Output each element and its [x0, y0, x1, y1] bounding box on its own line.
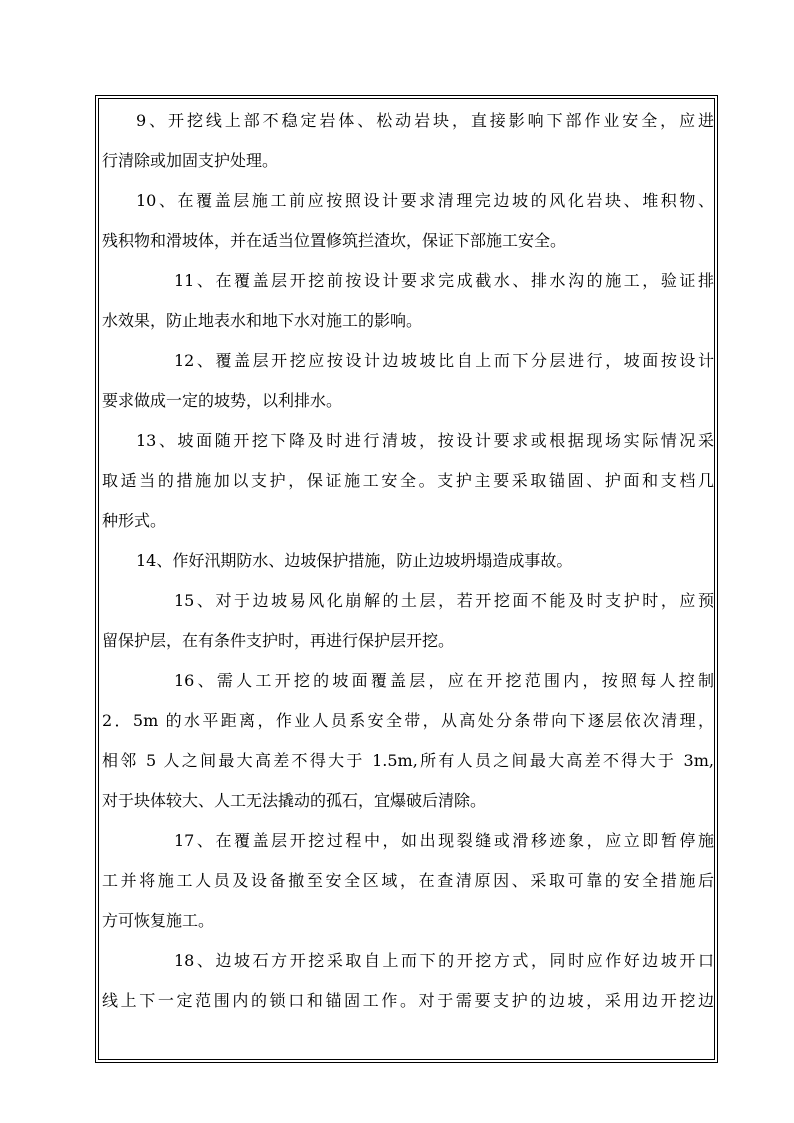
- document-body: [102, 101, 714, 1021]
- paragraph-14: [102, 541, 714, 581]
- text-line: 行清除或加固支护处理。: [102, 151, 279, 170]
- paragraph-9: [102, 101, 714, 181]
- text-line: 对于块体较大、人工无法撬动的孤石，宜爆破后清除。: [102, 791, 487, 810]
- text-line: 相邻 5 人之间最大高差不得大于 1.5m,所有人员之间最大高差不得大于 3m,: [102, 751, 714, 770]
- paragraph-12: [102, 341, 714, 421]
- paragraph-13: [102, 421, 714, 541]
- text-line: 残积物和滑坡体，并在适当位置修筑拦渣坎，保证下部施工安全。: [102, 231, 567, 250]
- paragraph-15: [102, 581, 714, 661]
- text-line: 10、在覆盖层施工前应按照设计要求清理完边坡的风化岩块、堆积物、: [136, 191, 714, 210]
- text-line: 17、在覆盖层开挖过程中，如出现裂缝或滑移迹象，应立即暂停施: [174, 831, 714, 850]
- text-line: 9、开挖线上部不稳定岩体、松动岩块，直接影响下部作业安全，应进: [136, 111, 714, 130]
- text-line: 方可恢复施工。: [102, 911, 215, 930]
- text-line: 18、边坡石方开挖采取自上而下的开挖方式，同时应作好边坡开口: [174, 951, 714, 970]
- text-line: 2．5m 的水平距离，作业人员系安全带，从高处分条带向下逐层依次清理，: [102, 711, 714, 730]
- text-line: 12、覆盖层开挖应按设计边坡坡比自上而下分层进行，坡面按设计: [174, 351, 714, 370]
- text-line: 留保护层，在有条件支护时，再进行保护层开挖。: [102, 631, 455, 650]
- paragraph-16: [102, 661, 714, 821]
- text-line: 要求做成一定的坡势，以利排水。: [102, 391, 343, 410]
- text-line: 15、对于边坡易风化崩解的土层，若开挖面不能及时支护时，应预: [174, 591, 714, 610]
- text-line: 13、坡面随开挖下降及时进行清坡，按设计要求或根据现场实际情况采: [136, 431, 714, 450]
- text-line: 16、需人工开挖的坡面覆盖层，应在开挖范围内，按照每人控制: [174, 671, 714, 690]
- text-line: 11、在覆盖层开挖前按设计要求完成截水、排水沟的施工，验证排: [174, 271, 714, 290]
- text-line: 工并将施工人员及设备撤至安全区域，在查清原因、采取可靠的安全措施后: [102, 871, 714, 890]
- paragraph-18: [102, 941, 714, 1021]
- text-line: 取适当的措施加以支护，保证施工安全。支护主要采取锚固、护面和支档几: [102, 471, 714, 490]
- text-line: 线上下一定范围内的锁口和锚固工作。对于需要支护的边坡，采用边开挖边: [102, 991, 714, 1010]
- paragraph-10: [102, 181, 714, 261]
- paragraph-17: [102, 821, 714, 941]
- paragraph-11: [102, 261, 714, 341]
- text-line: 水效果，防止地表水和地下水对施工的影响。: [102, 311, 423, 330]
- text-line: 种形式。: [102, 511, 167, 530]
- text-line: 14、作好汛期防水、边坡保护措施，防止边坡坍塌造成事故。: [136, 551, 573, 570]
